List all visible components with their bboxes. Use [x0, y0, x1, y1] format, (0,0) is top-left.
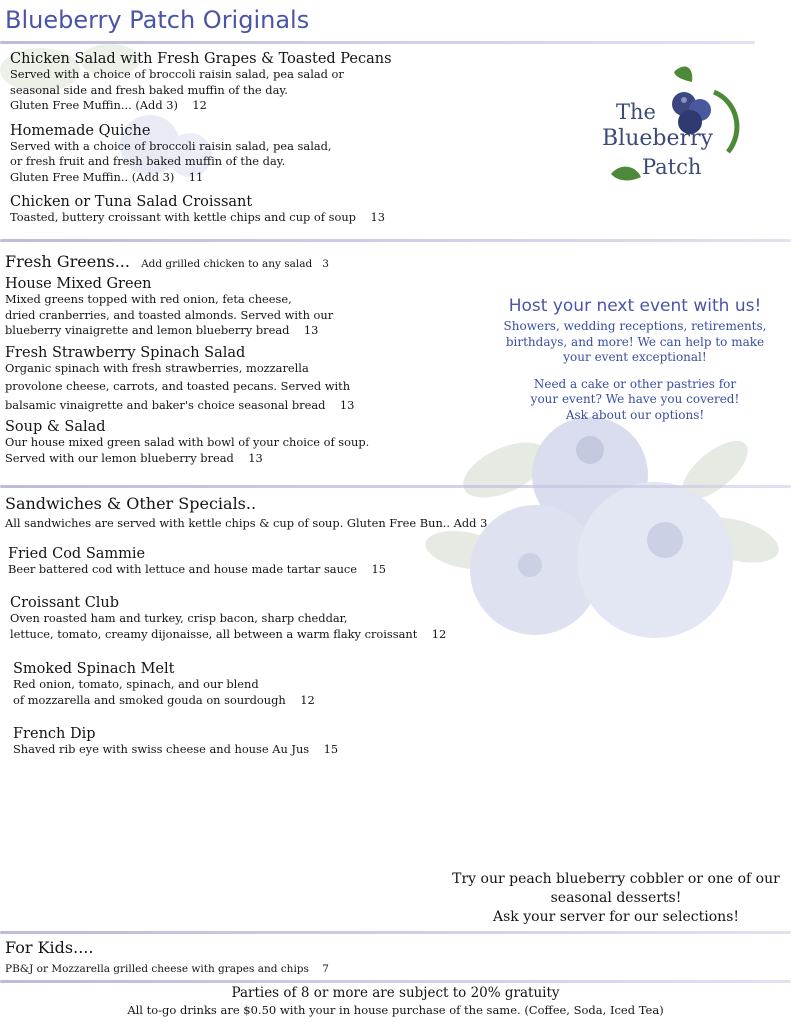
section-note: Add grilled chicken to any salad 3	[141, 258, 329, 270]
item-name: Chicken or Tuna Salad Croissant	[10, 194, 253, 210]
item-description: Our house mixed green salad with bowl of your choice of soup.	[5, 435, 370, 449]
divider	[0, 931, 791, 934]
gratuity-note: Parties of 8 or more are subject to 20% gratuity	[231, 985, 560, 1001]
item-description: Toasted, buttery croissant with kettle chips and cup of soup 13	[10, 210, 385, 224]
item-description: Beer battered cod with lettuce and house made tartar sauce 15	[8, 562, 387, 576]
item-description: provolone cheese, carrots, and toasted pecans. Served with	[5, 379, 351, 393]
greens-section	[5, 252, 475, 466]
section-note: All sandwiches are served with kettle chips & cup of soup. Gluten Free Bun.. Add 3	[5, 516, 488, 530]
host-title: Host your next event with us!	[508, 296, 762, 316]
menu-item	[5, 345, 475, 414]
item-description: Red onion, tomato, spinach, and our blend	[13, 677, 259, 691]
item-description: lettuce, tomato, creamy dijonaisse, all between a warm flaky croissant 12	[10, 626, 447, 641]
item-description: Served with a choice of broccoli raisin salad, pea salad or	[10, 67, 344, 81]
kids-item: PB&J or Mozzarella grilled cheese with grapes and chips 7	[5, 963, 329, 975]
dessert-text: Ask your server for our selections!	[493, 909, 739, 925]
sandwiches-section	[5, 494, 605, 532]
menu-item	[13, 726, 338, 758]
section-heading: For Kids....	[5, 938, 94, 957]
item-name: Smoked Spinach Melt	[13, 661, 175, 677]
item-description: or fresh fruit and fresh baked muffin of the day.	[10, 154, 286, 168]
item-description: Served with a choice of broccoli raisin salad, pea salad,	[10, 138, 332, 153]
page-title: Blueberry Patch Originals	[5, 6, 310, 34]
item-name: Fresh Strawberry Spinach Salad	[5, 344, 246, 361]
pastry-text: Need a cake or other pastries for	[533, 376, 737, 391]
item-description: Oven roasted ham and turkey, crisp bacon, sharp cheddar,	[10, 611, 348, 625]
item-description: of mozzarella and smoked gouda on sourdough 12	[13, 692, 315, 707]
item-description: balsamic vinaigrette and baker's choice seasonal bread 13	[5, 397, 355, 412]
divider	[0, 485, 791, 488]
footer	[0, 985, 791, 1017]
item-description: Shaved rib eye with swiss cheese and house Au Jus 15	[13, 742, 339, 756]
item-description: seasonal side and fresh baked muffin of the day.	[10, 82, 288, 97]
menu-item	[10, 194, 590, 226]
item-name: Soup & Salad	[5, 419, 106, 435]
host-text: your event exceptional!	[563, 350, 707, 364]
blueberry-patch-logo	[596, 62, 751, 192]
item-name: Chicken Salad with Fresh Grapes & Toasted Pecans	[10, 51, 392, 67]
item-name: French Dip	[13, 726, 96, 742]
item-description: Gluten Free Muffin.. (Add 3) 11	[10, 169, 204, 184]
item-description: Organic spinach with fresh strawberries, mozzarella	[5, 360, 309, 375]
dessert-text: Try our peach blueberry cobbler or one of our	[452, 871, 780, 887]
divider	[0, 239, 791, 242]
item-description: blueberry vinaigrette and lemon blueberry bread 13	[5, 323, 319, 337]
item-description: Gluten Free Muffin... (Add 3) 12	[10, 98, 207, 112]
item-name: House Mixed Green	[5, 276, 152, 292]
togo-note: All to-go drinks are $0.50 with your in house purchase of the same. (Coffee, Soda, Iced Tea)	[127, 1003, 664, 1017]
item-description: Served with our lemon blueberry bread 13	[5, 450, 263, 465]
menu-item	[5, 276, 475, 339]
dessert-text: seasonal desserts!	[550, 890, 682, 906]
host-text: birthdays, and more! We can help to make	[505, 334, 765, 349]
divider	[0, 41, 755, 44]
logo-text-the: The	[616, 100, 656, 124]
pastry-text: your event? We have you covered!	[530, 392, 740, 406]
pastry-text: Ask about our options!	[565, 407, 705, 422]
host-text: Showers, wedding receptions, retirements,	[503, 319, 767, 333]
menu-item	[13, 661, 315, 708]
menu-item	[10, 51, 590, 114]
item-name: Fried Cod Sammie	[8, 546, 146, 562]
section-heading: Fresh Greens...	[5, 252, 130, 271]
kids-section	[5, 938, 329, 975]
blueberry-watermark-large	[425, 407, 791, 660]
item-description: dried cranberries, and toasted almonds. Served with our	[5, 307, 334, 322]
logo-text-blueberry: Blueberry	[602, 126, 713, 151]
host-event-box	[490, 296, 780, 423]
divider	[0, 980, 791, 983]
section-heading: Sandwiches & Other Specials..	[5, 494, 257, 513]
logo-text-patch: Patch	[642, 155, 702, 179]
menu-item	[10, 595, 446, 642]
item-description: Mixed greens topped with red onion, feta cheese,	[5, 292, 292, 306]
originals-section	[10, 51, 590, 226]
menu-item	[8, 546, 386, 578]
item-name: Homemade Quiche	[10, 122, 151, 139]
dessert-note	[446, 870, 786, 927]
menu-item	[5, 419, 475, 466]
item-name: Croissant Club	[10, 595, 120, 611]
menu-item	[10, 123, 590, 186]
